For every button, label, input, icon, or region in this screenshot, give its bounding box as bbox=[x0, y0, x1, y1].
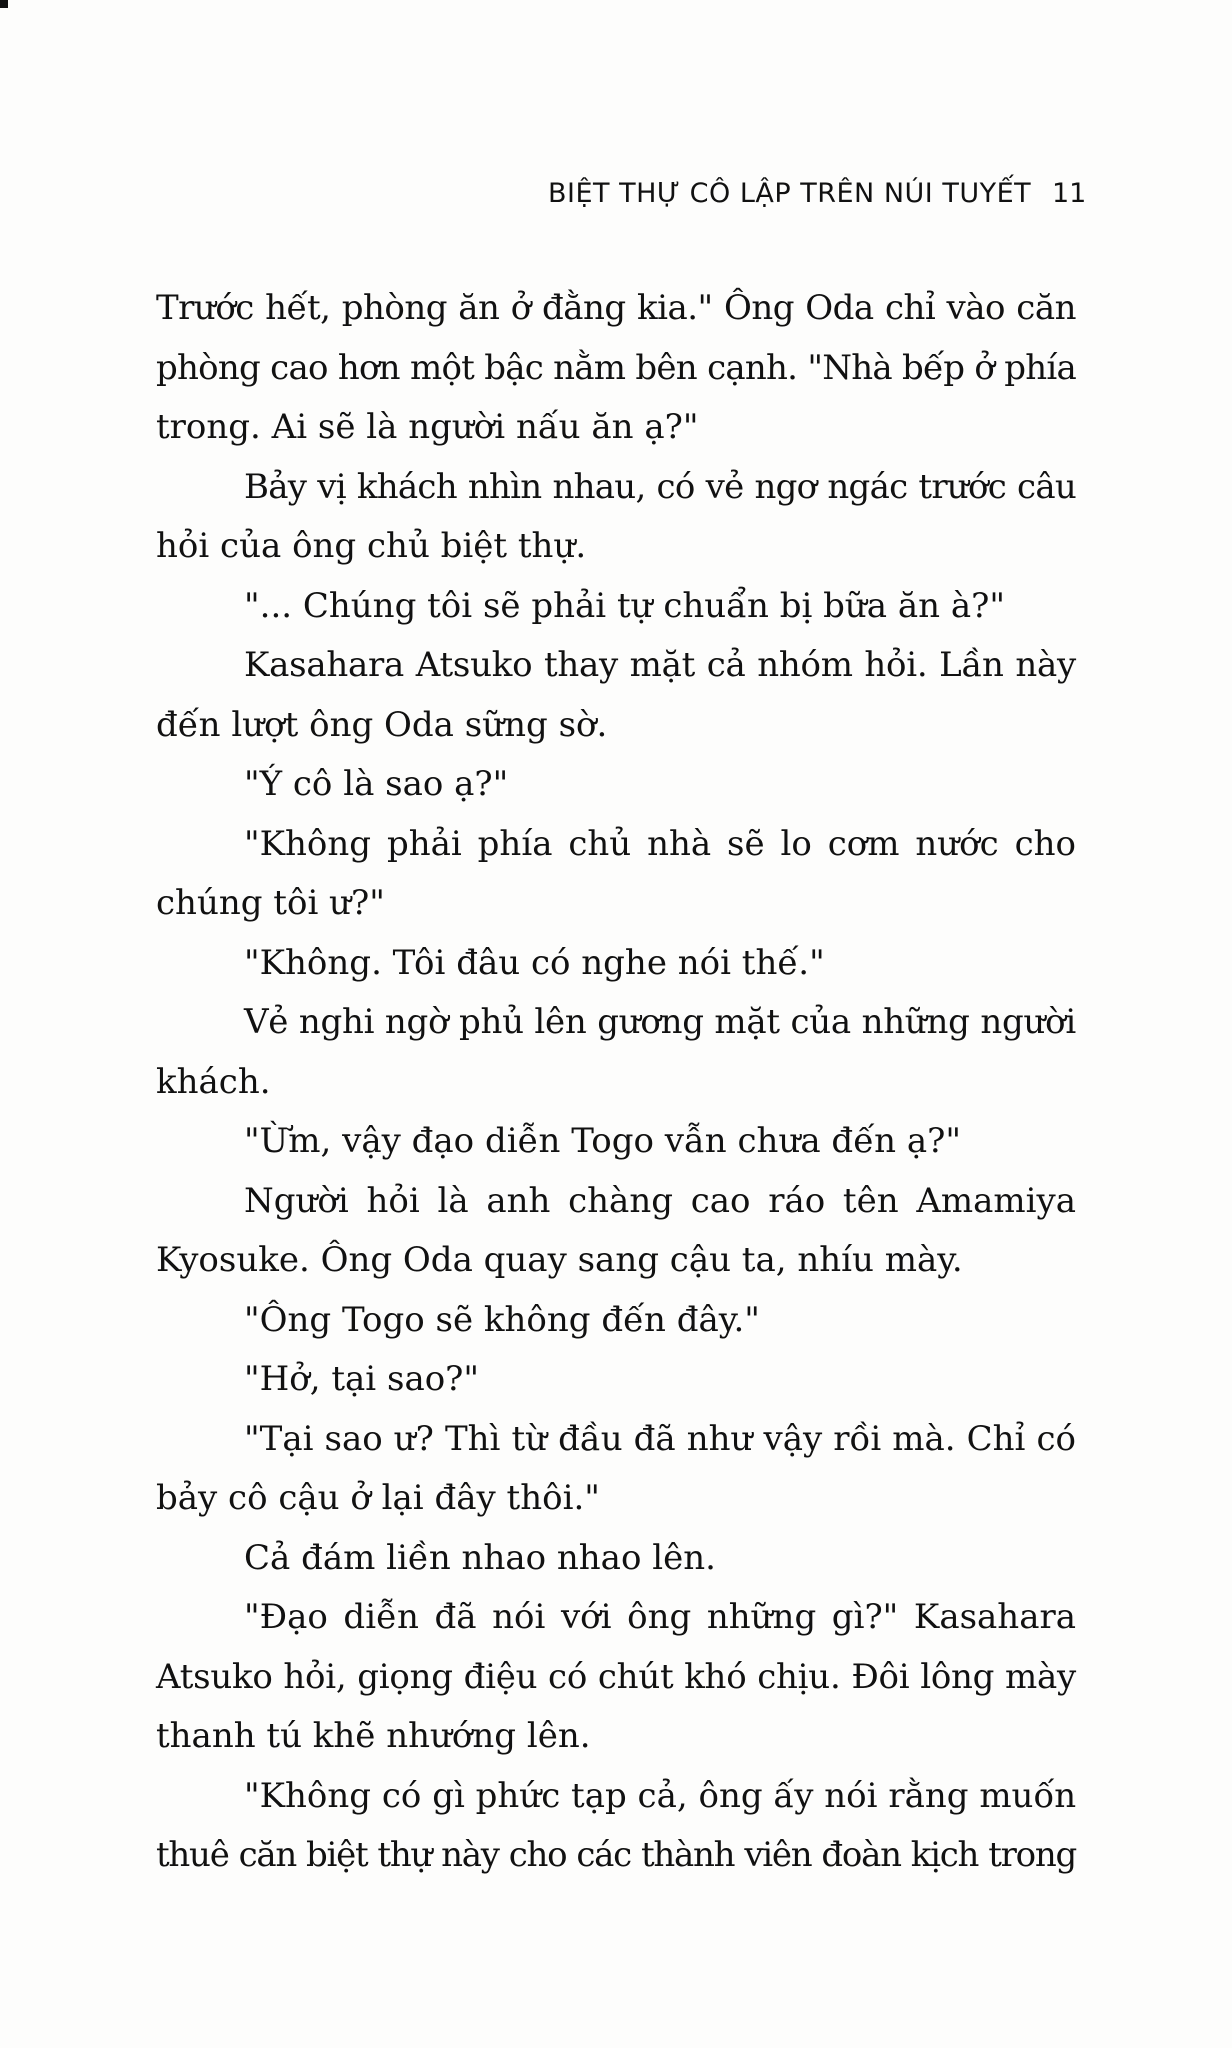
text-line: Kyosuke. Ông Oda quay sang cậu ta, nhíu mày. bbox=[156, 1240, 963, 1280]
text-line: Kasahara Atsuko thay mặt cả nhóm hỏi. Lần này bbox=[244, 645, 1076, 685]
text-line: Atsuko hỏi, giọng điệu có chút khó chịu. Đôi lông mày bbox=[156, 1657, 1076, 1697]
text-line: Vẻ nghi ngờ phủ lên gương mặt của những người bbox=[244, 1002, 1076, 1042]
text-line: "Đạo diễn đã nói với ông những gì?" Kasahara bbox=[244, 1597, 1076, 1637]
text-line: "... Chúng tôi sẽ phải tự chuẩn bị bữa ăn à?" bbox=[244, 586, 1005, 626]
running-title: BIỆT THỰ CÔ LẬP TRÊN NÚI TUYẾT bbox=[548, 178, 1032, 209]
text-line: thanh tú khẽ nhướng lên. bbox=[156, 1716, 591, 1756]
text-line: thuê căn biệt thự này cho các thành viên đoàn kịch trong bbox=[156, 1835, 1076, 1875]
page-number: 11 bbox=[1052, 178, 1087, 209]
text-line: trong. Ai sẽ là người nấu ăn ạ?" bbox=[156, 407, 699, 447]
text-line: "Hở, tại sao?" bbox=[244, 1359, 480, 1399]
text-line: "Ý cô là sao ạ?" bbox=[244, 764, 509, 804]
text-line: "Ông Togo sẽ không đến đây." bbox=[244, 1300, 760, 1340]
text-line: "Ừm, vậy đạo diễn Togo vẫn chưa đến ạ?" bbox=[244, 1121, 961, 1161]
text-line: phòng cao hơn một bậc nằm bên cạnh. "Nhà bếp ở phía bbox=[156, 348, 1076, 388]
text-line: Trước hết, phòng ăn ở đằng kia." Ông Oda chỉ vào căn bbox=[156, 288, 1076, 328]
text-line: khách. bbox=[156, 1062, 271, 1102]
text-line: Cả đám liền nhao nhao lên. bbox=[244, 1538, 716, 1578]
text-line: Người hỏi là anh chàng cao ráo tên Amamiya bbox=[244, 1181, 1076, 1221]
text-line: "Không. Tôi đâu có nghe nói thế." bbox=[244, 943, 825, 983]
text-line: "Không có gì phức tạp cả, ông ấy nói rằng muốn bbox=[244, 1776, 1077, 1816]
text-line: bảy cô cậu ở lại đây thôi." bbox=[156, 1478, 600, 1518]
text-line: chúng tôi ư?" bbox=[156, 883, 385, 923]
text-line: hỏi của ông chủ biệt thự. bbox=[156, 526, 587, 566]
text-line: "Tại sao ư? Thì từ đầu đã như vậy rồi mà. Chỉ có bbox=[244, 1419, 1076, 1459]
scan-corner-mark bbox=[0, 0, 8, 8]
text-line: đến lượt ông Oda sững sờ. bbox=[156, 705, 608, 745]
text-line: Bảy vị khách nhìn nhau, có vẻ ngơ ngác trước câu bbox=[244, 467, 1076, 507]
text-line: "Không phải phía chủ nhà sẽ lo cơm nước cho bbox=[244, 824, 1076, 864]
